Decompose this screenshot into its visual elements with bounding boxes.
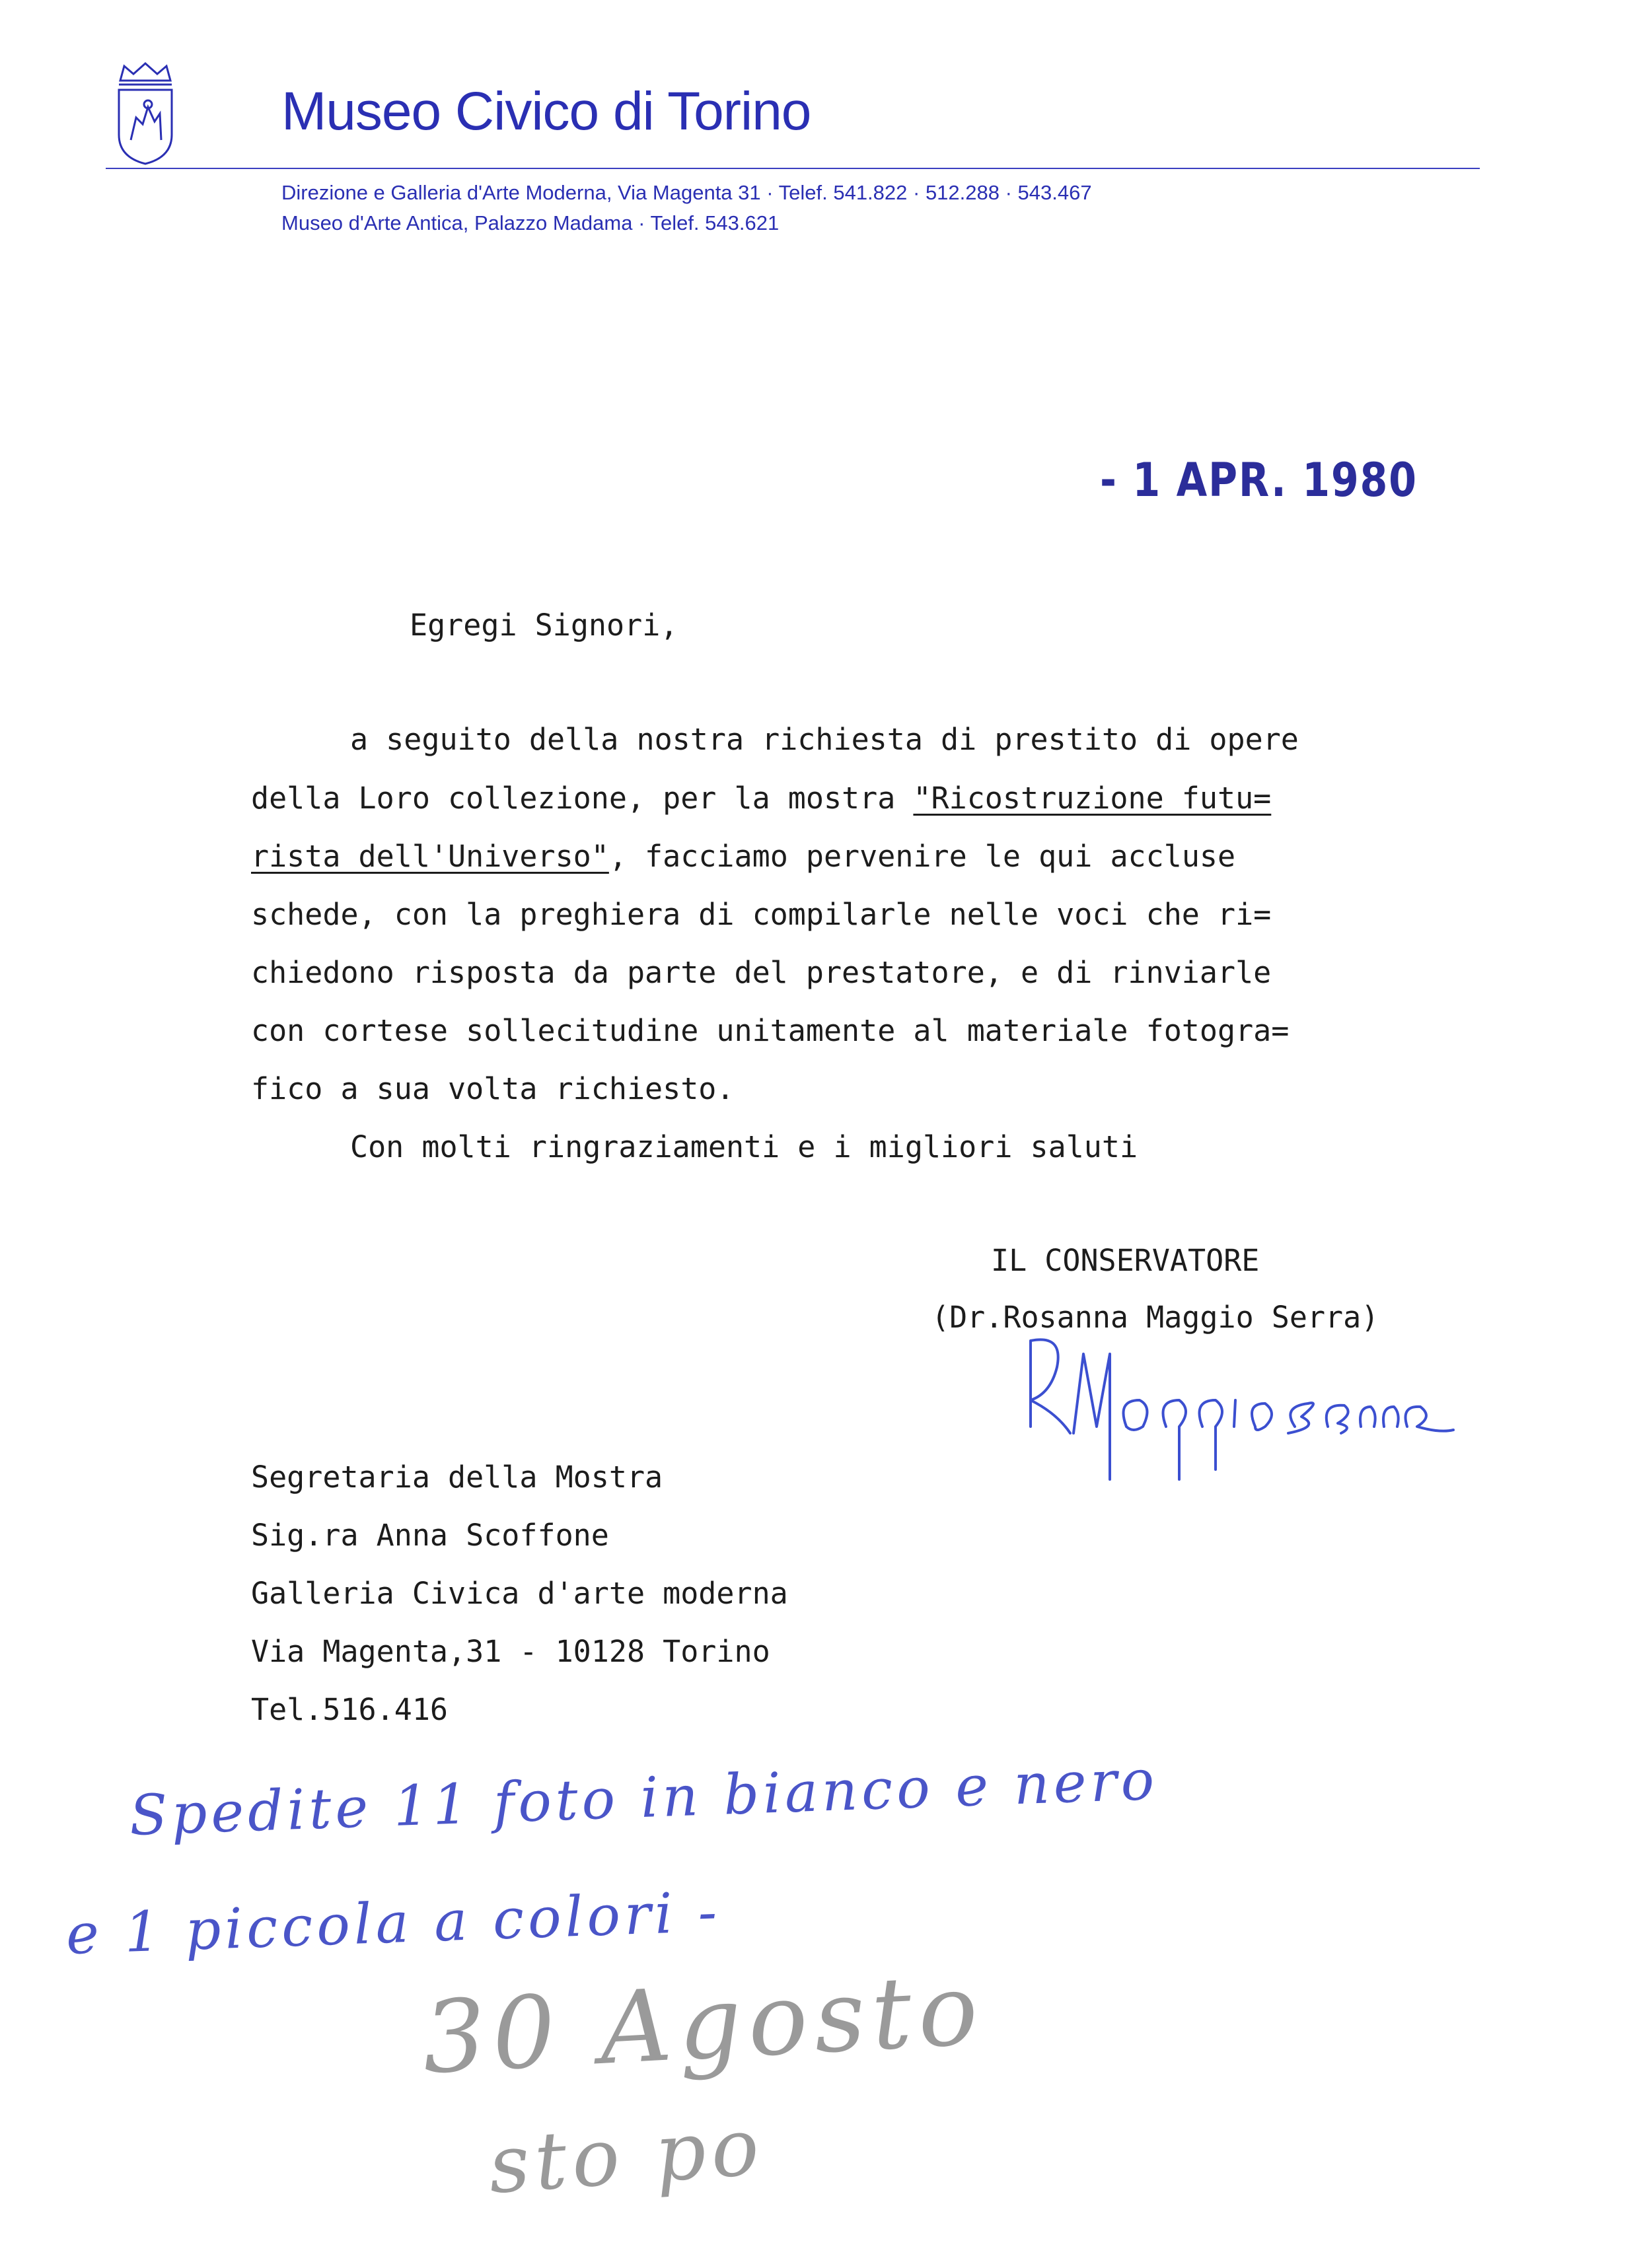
city-crest-icon — [111, 61, 180, 166]
salutation: Egregi Signori, — [410, 608, 678, 643]
body-line-6: con cortese sollecitudine unitamente al materiale fotogra= — [251, 1013, 1290, 1048]
body-line-7: fico a sua volta richiesto. — [251, 1071, 735, 1106]
recipient-line-4: Via Magenta,31 - 10128 Torino — [251, 1634, 770, 1669]
handwritten-note-1: Spedite 11 foto in bianco e nero — [128, 1747, 1159, 1848]
letterhead-address-antica: Museo d'Arte Antica, Palazzo Madama · Telef. 543.621 — [281, 211, 780, 234]
body-line-3 — [251, 839, 1235, 874]
exhibition-title: "Ricostruzione futu= — [913, 781, 1272, 816]
recipient-line-1: Segretaria della Mostra — [251, 1460, 663, 1495]
signatory-title: IL CONSERVATORE — [991, 1243, 1260, 1278]
body-line-4: schede, con la preghiera di compilarle nelle voci che ri= — [251, 897, 1272, 932]
body-text: della Loro collezione, per la mostra — [251, 781, 914, 816]
letterhead-divider — [106, 168, 1480, 169]
body-line-5: chiedono risposta da parte del prestatore, e di rinviarle — [251, 955, 1272, 990]
closing: Con molti ringraziamenti e i migliori saluti — [350, 1129, 1138, 1164]
handwritten-note-date: 30 Agosto — [419, 1952, 988, 2096]
exhibition-title: rista dell'Universo" — [251, 839, 609, 874]
recipient-line-2: Sig.ra Anna Scoffone — [251, 1518, 609, 1553]
body-line-2 — [251, 781, 1271, 816]
recipient-line-5: Tel.516.416 — [251, 1692, 449, 1727]
letterhead-address-modern: Direzione e Galleria d'Arte Moderna, Via Magenta 31 · Telef. 541.822 · 512.288 · 543.467 — [281, 181, 1092, 204]
handwritten-note-4: sto po — [486, 2101, 768, 2212]
date-stamp: - 1 APR. 1980 — [1100, 453, 1418, 507]
body-line-1: a seguito della nostra richiesta di prestito di opere — [350, 722, 1299, 757]
handwritten-signature — [1011, 1328, 1460, 1493]
signatory-name: (Dr.Rosanna Maggio Serra) — [931, 1300, 1379, 1335]
body-text: , facciamo pervenire le qui accluse — [608, 839, 1236, 874]
museum-name: Museo Civico di Torino — [281, 81, 811, 141]
recipient-line-3: Galleria Civica d'arte moderna — [251, 1576, 788, 1611]
handwritten-note-2: e 1 piccola a colori - — [65, 1879, 722, 1967]
